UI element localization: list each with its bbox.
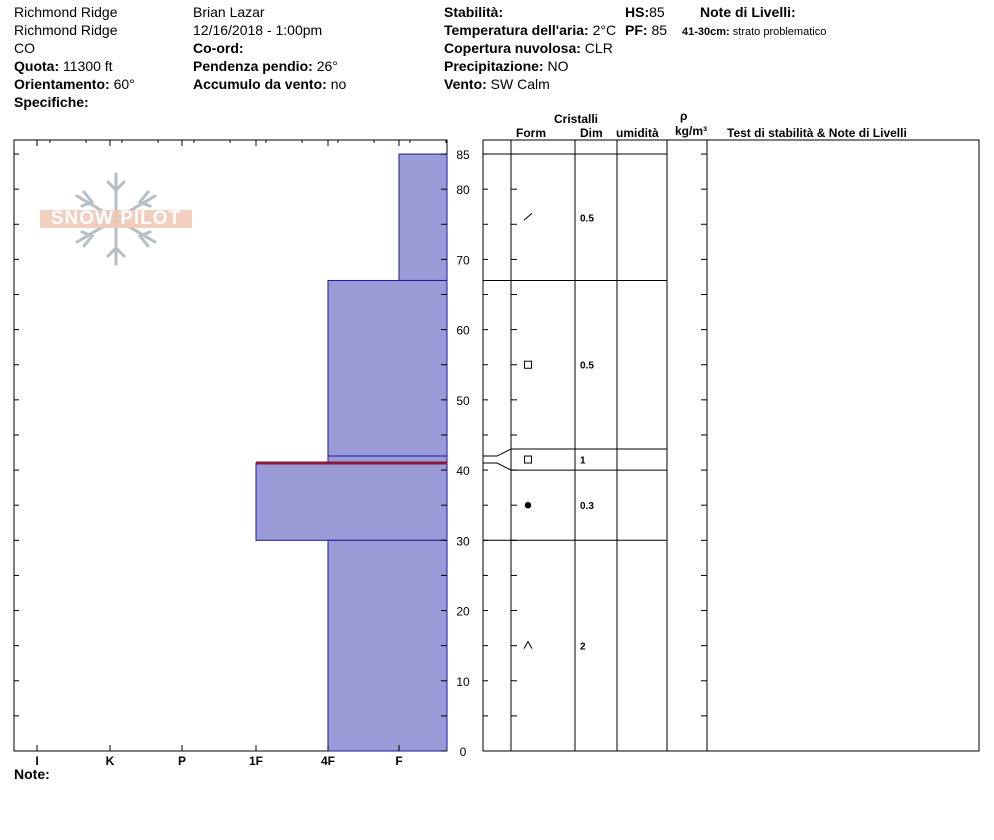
crystal-table-frame [483, 140, 979, 751]
elevation-value: 11300 ft [63, 58, 113, 74]
slope-label: Pendenza pendio: [193, 58, 313, 74]
wetness-header: umidità [616, 126, 659, 140]
aspect-value: 60° [113, 76, 135, 92]
rho-header: ρ [680, 109, 688, 123]
aspect-label: Orientamento: [14, 76, 110, 92]
depth-tick-label: 50 [456, 393, 470, 408]
wind-label: Vento: [444, 76, 487, 92]
depth-tick-label: 30 [456, 534, 470, 549]
size-header: Dim [580, 126, 603, 140]
sky-value: CLR [584, 40, 613, 56]
date-time: 12/16/2018 - 1:00pm [193, 22, 323, 38]
wind-value: SW Calm [490, 76, 550, 92]
precip-label: Precipitazione: [444, 58, 544, 74]
air-temp-label: Temperatura dell'aria: [444, 22, 589, 38]
depth-tick-label: 70 [456, 253, 470, 268]
hs-value: 85 [649, 4, 665, 20]
sky-label: Copertura nuvolosa: [444, 40, 581, 56]
precip-value: NO [547, 58, 569, 74]
depth-tick-label: 40 [456, 464, 470, 479]
depth-hoar-crystal-icon [524, 642, 532, 649]
wind-loading-value: no [330, 76, 347, 92]
layer-notes-label: Note di Livelli: [700, 4, 796, 20]
logo-text: SNOW PILOT [50, 208, 182, 229]
depth-tick-label: 10 [456, 674, 470, 689]
hardness-label-F: F [395, 754, 403, 768]
crystal-size-4: 2 [580, 641, 586, 653]
specifics-label: Specifiche: [14, 94, 89, 110]
hardness-bar-1 [328, 280, 447, 456]
slope-value: 26° [316, 58, 338, 74]
air-temp-value: 2°C [592, 22, 617, 38]
hardness-label-I: I [35, 754, 39, 768]
crystal-size-2: 1 [580, 455, 586, 467]
observer: Brian Lazar [193, 4, 265, 20]
pf-value: 85 [651, 22, 668, 38]
connector-line [483, 463, 511, 470]
hardness-bar-0 [399, 154, 447, 280]
hardness-label-4F: 4F [320, 754, 336, 768]
wind-loading-label: Accumulo da vento: [193, 76, 327, 92]
layer-note-range: 41-30cm: [682, 26, 730, 38]
decomposing-crystal-icon [524, 213, 532, 220]
state: CO [14, 40, 35, 56]
location-line-2: Richmond Ridge [14, 22, 118, 38]
hardness-label-P: P [177, 754, 187, 768]
hardness-label-K: K [105, 754, 115, 768]
hardness-label-1F: 1F [248, 754, 264, 768]
crystal-size-1: 0.5 [580, 360, 594, 372]
depth-tick-label: 80 [456, 183, 470, 198]
layer-note-text: strato problematico [732, 26, 827, 38]
crystal-size-0: 0.5 [580, 213, 594, 225]
graupel-crystal-icon [525, 502, 531, 508]
faceted-crystal-icon [525, 361, 532, 368]
pf-label: PF: [625, 22, 648, 38]
hs-label: HS: [625, 4, 650, 20]
depth-tick-label: 20 [456, 604, 470, 619]
depth-tick-label: 60 [456, 323, 470, 338]
hardness-bar-4 [328, 540, 447, 751]
elevation-label: Quota: [14, 58, 60, 74]
crystal-size-3: 0.3 [580, 501, 594, 513]
crystals-header: Cristalli [554, 112, 599, 126]
coord-label: Co-ord: [193, 40, 244, 56]
faceted-crystal-icon [525, 456, 532, 463]
connector-line [483, 449, 511, 456]
tests-header: Test di stabilità & Note di Livelli [727, 126, 907, 140]
stability-label: Stabilità: [444, 4, 504, 20]
notes-label: Note: [14, 766, 50, 782]
hardness-bar-3 [256, 463, 447, 540]
form-header: Form [516, 126, 546, 140]
depth-tick-label: 85 [456, 148, 470, 163]
density-unit-header: kg/m³ [675, 124, 708, 138]
depth-tick-label: 0 [459, 745, 467, 759]
location-line-1: Richmond Ridge [14, 4, 118, 20]
